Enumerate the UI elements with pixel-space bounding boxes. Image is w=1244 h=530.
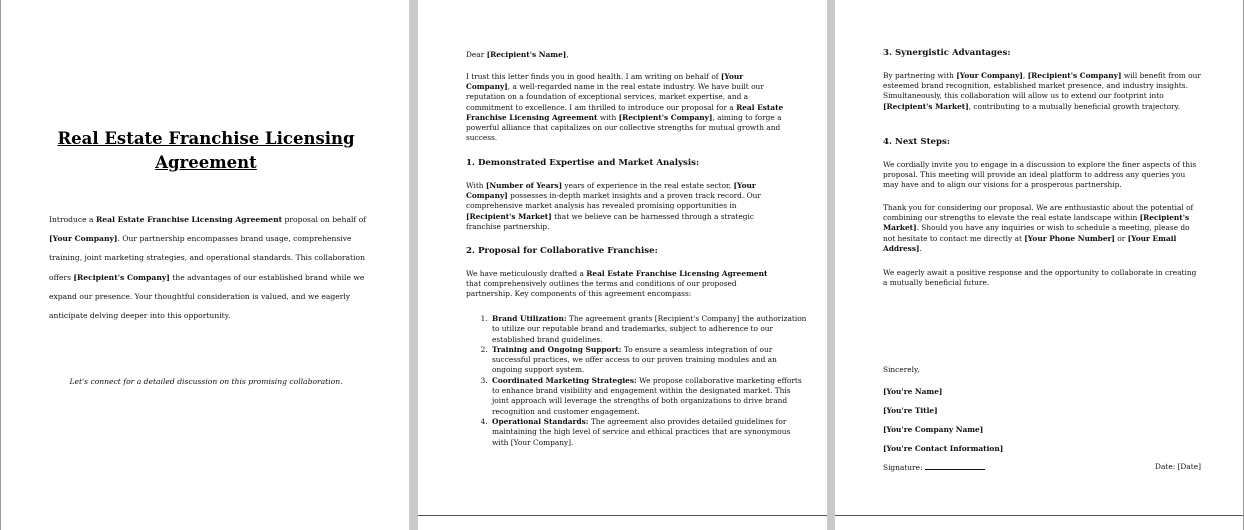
section-heading-2: 2. Proposal for Collaborative Franchise: bbox=[466, 246, 658, 256]
signature-blank bbox=[925, 462, 985, 470]
proposal-paragraph: We have meticulously drafted a Real Estate Franchise Licensing Agreement that comprehensively outlines the terms and conditions of our proposed partnership. Key components of this agreement encompass: bbox=[466, 269, 768, 299]
closing-line: Let's connect for a detailed discussion on this promising collaboration. bbox=[69, 377, 343, 386]
salutation: Dear [Recipient's Name], bbox=[466, 50, 569, 59]
page-3 bbox=[835, 0, 1244, 530]
sincerely: Sincerely, bbox=[883, 365, 920, 374]
expertise-paragraph: With [Number of Years] years of experience in the real estate sector, [Your Company] possesses in-depth market insights and a proven track record. Our comprehensive market analysis has revealed promising opportunities in [Recipient's Market] that we believe can be harnessed through a strategic franchise partnership. bbox=[466, 181, 761, 231]
sender-name: [You're Name] bbox=[883, 387, 943, 396]
list-item: 4. Operational Standards: The agreement also provides detailed guidelines for maintaining the high level of service and ethical practices that are synonymous with [Your Company]. bbox=[490, 417, 808, 448]
thanks-paragraph: Thank you for considering our proposal. We are enthusiastic about the potential of combining our strengths to elevate the real estate landscape within [Recipient's Market]. Should you have any inquiries or wish to schedule a meeting, please do not hesitate to contact me directly at [Your Phone Number] or [Your Email Address]. bbox=[883, 203, 1194, 253]
document-title bbox=[31, 127, 381, 175]
sender-contact: [You're Contact Information] bbox=[883, 444, 1004, 453]
letter-paragraph-intro: I trust this letter finds you in good health. I am writing on behalf of [Your Company], a well-regarded name in the real estate industry. We have built our reputation on a foundation of exceptional services, market expertise, and a commitment to excellence. I am thrilled to introduce our proposal for a Real Estate Franchise Licensing Agreement with [Recipient's Company], aiming to forge a powerful alliance that capitalizes on our collective strengths for mutual growth and success. bbox=[466, 72, 784, 143]
page-1 bbox=[0, 0, 409, 530]
list-item: 3. Coordinated Marketing Strategies: We propose collaborative marketing efforts to enhance brand visibility and engagement within the designated market. This joint approach will leverage the strengths of both organizations to drive brand recognition and customer engagement. bbox=[490, 376, 808, 417]
next-steps-paragraph: We cordially invite you to engage in a discussion to explore the finer aspects of this proposal. This meeting will provide an ideal platform to address any queries you may have and to align our visions for a prosperous partnership. bbox=[883, 160, 1197, 190]
signature-row bbox=[883, 462, 1201, 472]
list-item: 1. Brand Utilization: The agreement grants [Recipient's Company] the authorization to utilize our reputable brand and trademarks, subject to adherence to our established brand guidelines. bbox=[490, 314, 808, 345]
signature-label: Signature: bbox=[883, 463, 923, 472]
section-heading-3: 3. Synergistic Advantages: bbox=[883, 48, 1011, 58]
date-field: Date: [Date] bbox=[1155, 462, 1201, 471]
closing-paragraph: We eagerly await a positive response and the opportunity to collaborate in creating a mutually beneficial future. bbox=[883, 268, 1197, 288]
page-divider bbox=[418, 515, 827, 516]
page-2 bbox=[418, 0, 827, 530]
title-line-2: Agreement bbox=[155, 153, 257, 172]
section-heading-1: 1. Demonstrated Expertise and Market Analysis: bbox=[466, 158, 700, 168]
sender-company: [You're Company Name] bbox=[883, 425, 984, 434]
synergy-paragraph: By partnering with [Your Company], [Recipient's Company] will benefit from our esteemed brand recognition, established market presence, and industry insights. Simultaneously, this collaboration will allow us to extend our footprint into [Recipient's Market], contributing to a mutually beneficial growth trajectory. bbox=[883, 71, 1201, 111]
sender-title: [You're Title] bbox=[883, 406, 938, 415]
section-heading-4: 4. Next Steps: bbox=[883, 137, 951, 147]
intro-paragraph: Introduce a Real Estate Franchise Licensing Agreement proposal on behalf of [Your Company]. Our partnership encompasses brand usage, comprehensive training, joint marketing strategies, and operational standards. This collaboration offers [Recipient's Company] the advantages of our established brand while we expand our presence. Your thoughtful consideration is valued, and we eagerly anticipate delving deeper into this opportunity. bbox=[49, 215, 367, 321]
agreement-components-list bbox=[466, 314, 808, 448]
title-line-1: Real Estate Franchise Licensing bbox=[57, 129, 355, 148]
list-item: 2. Training and Ongoing Support: To ensure a seamless integration of our successful practices, we offer access to our proven training modules and an ongoing support system. bbox=[490, 345, 808, 376]
page-divider bbox=[835, 515, 1243, 516]
